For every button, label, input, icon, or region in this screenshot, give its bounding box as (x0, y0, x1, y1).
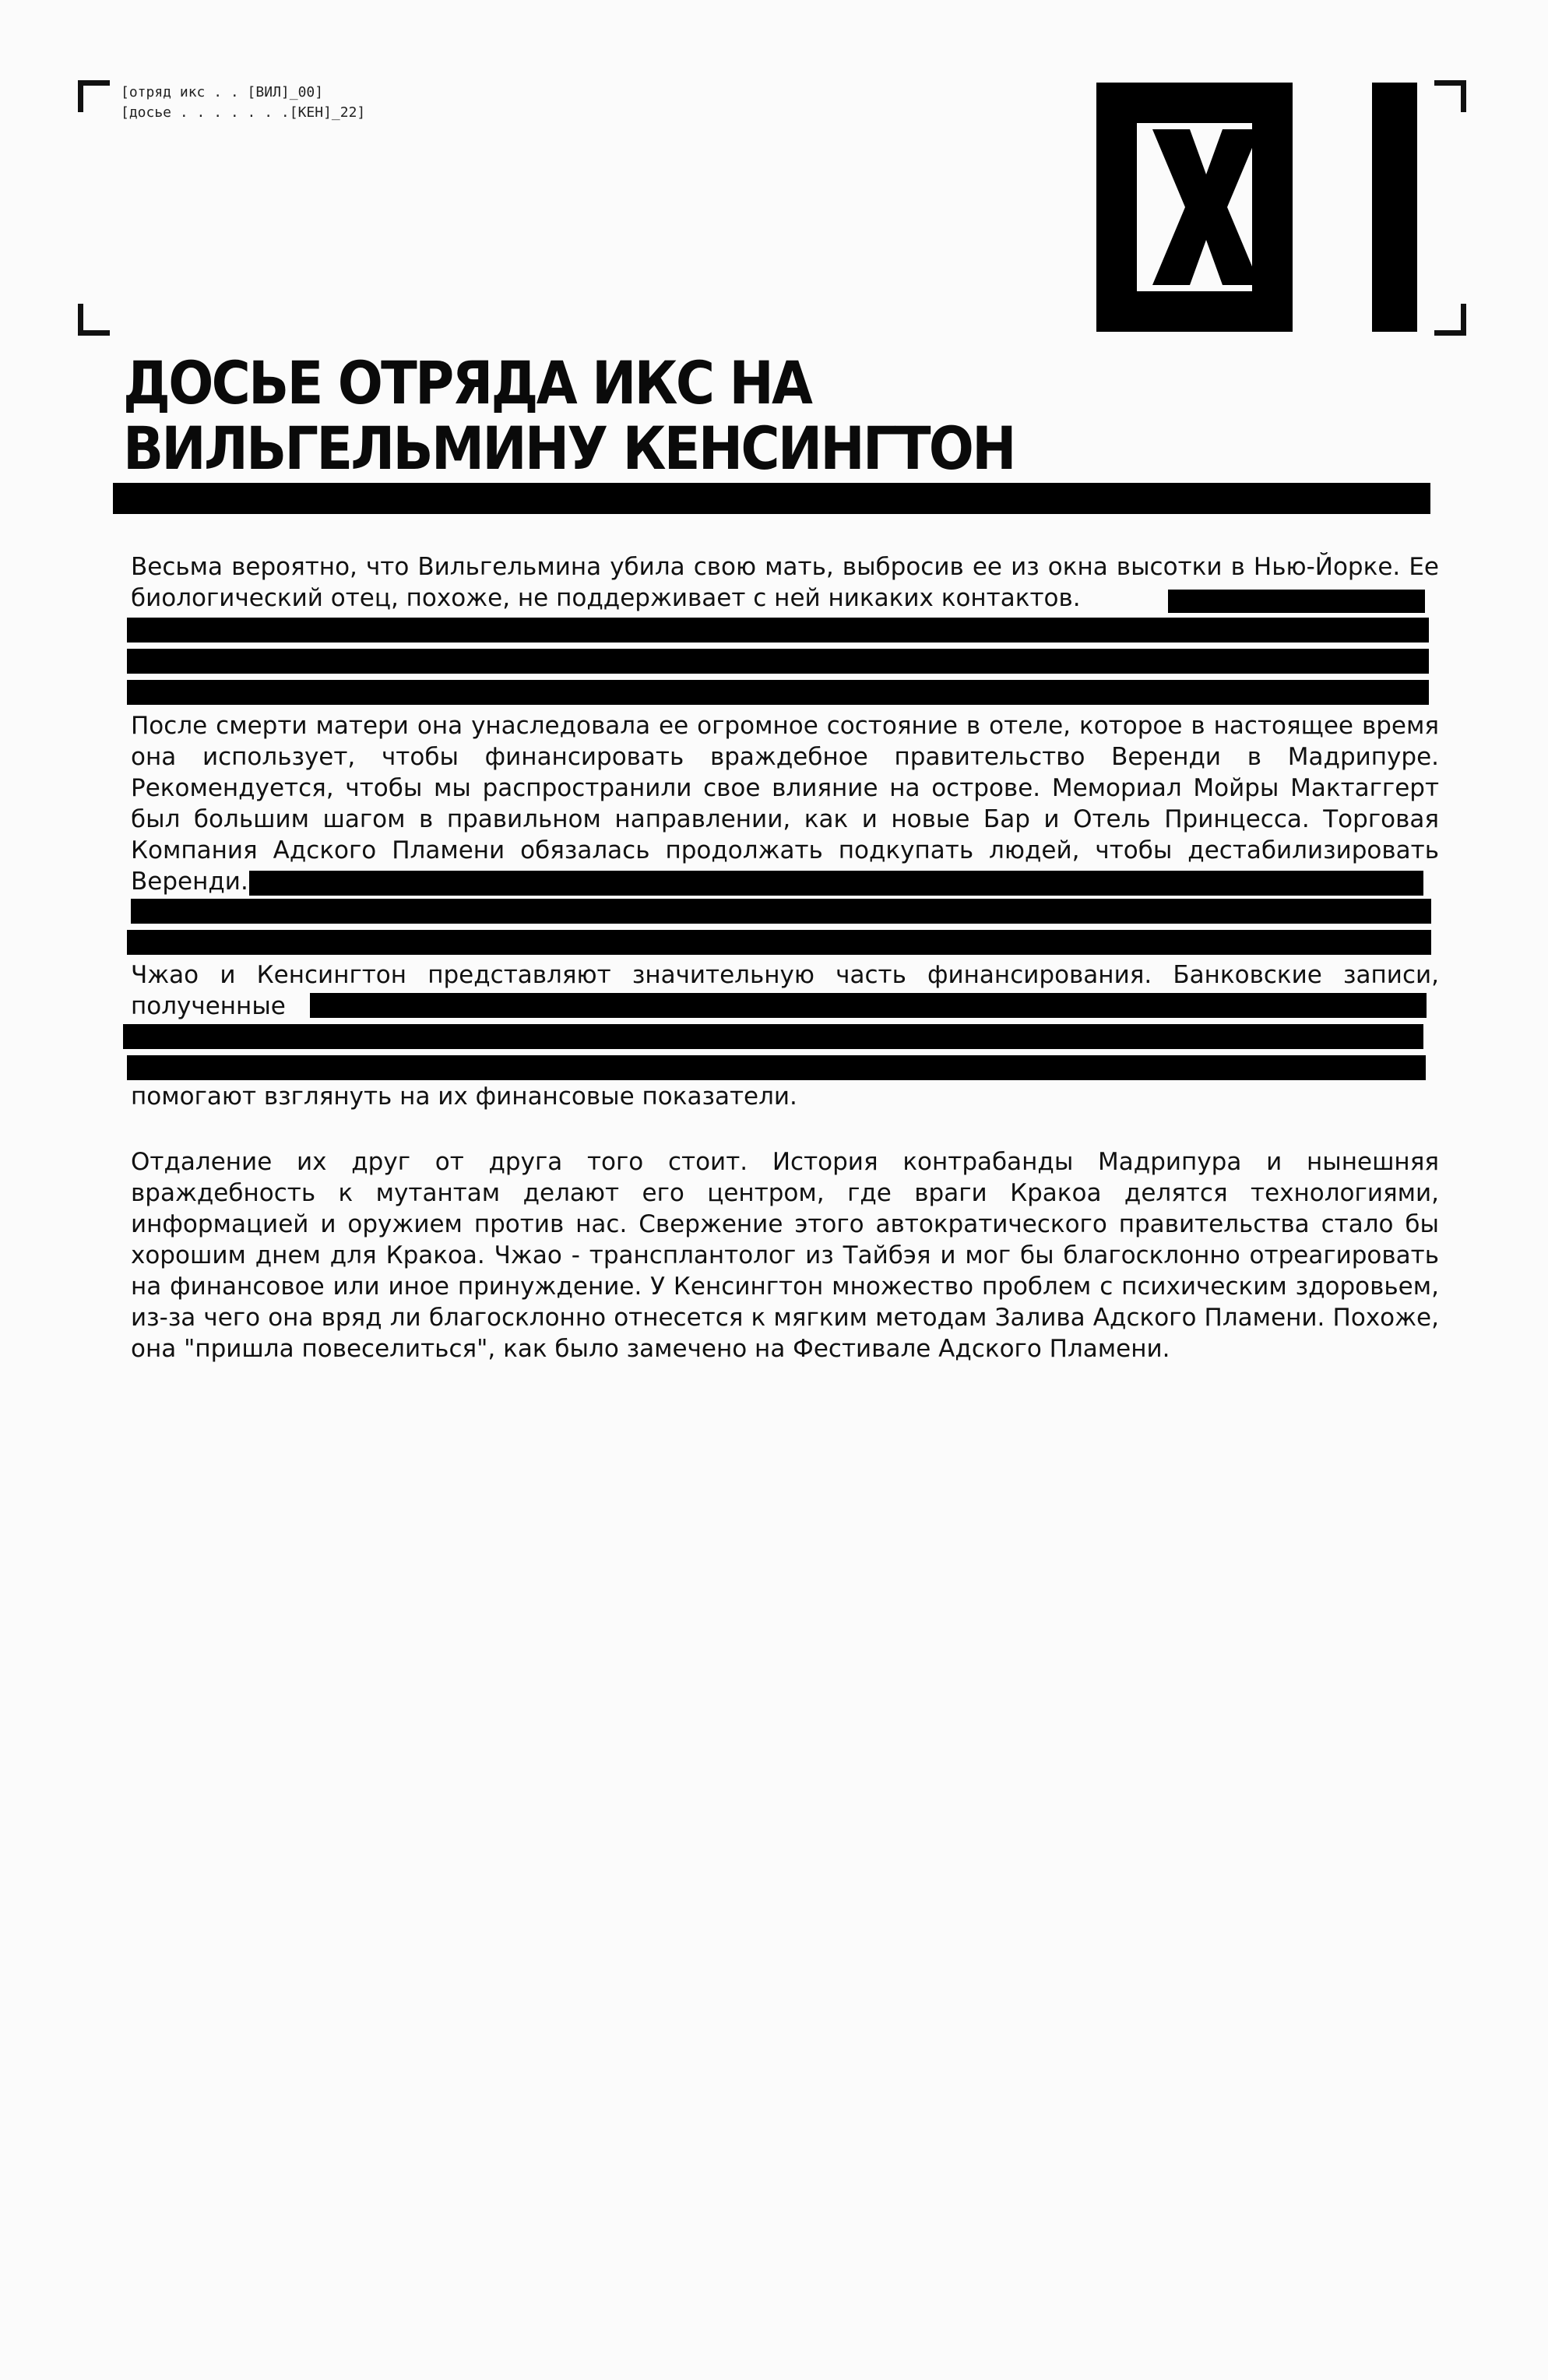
page-title (123, 350, 1015, 481)
frame-corner-bottom-left (78, 304, 110, 336)
x-logo-icon (1096, 83, 1417, 332)
frame-corner-top-right (1434, 80, 1466, 112)
page-title-line-2: ВИЛЬГЕЛЬМИНУ КЕНСИНГТОН (123, 414, 1015, 483)
redaction-bar (127, 930, 1431, 955)
file-code-line-2: [досье . . . . . . .[КЕН]_22] (121, 104, 366, 121)
file-code-line-1: [отряд икс . . [ВИЛ]_00] (121, 84, 324, 100)
redaction-bar (123, 1024, 1423, 1049)
paragraph-4: Отдаление их друг от друга того стоит. История контрабанды Мадрипура и нынешняя враждебность к мутантам делают его центром, где враги Кракоа делятся технологиями, информацией и оружием против нас. Свержение этого автократического правительства стало бы хорошим днем для Кракоа. Чжао - трансплантолог из Тайбэя и мог бы благосклонно отреагировать на финансовое или иное принуждение. У Кенсингтон множество проблем с психическим здоровьем, из-за чего она вряд ли благосклонно отнесется к мягким методам Залива Адского Пламени. Похоже, она "пришла повеселиться", как было замечено на Фестивале Адского Пламени. (131, 1148, 1439, 1363)
redaction-bar (127, 618, 1429, 643)
frame-corner-bottom-right (1434, 304, 1466, 336)
page-title-line-1: ДОСЬЕ ОТРЯДА ИКС НА (123, 348, 811, 417)
redaction-bar (1168, 590, 1425, 613)
redaction-bar (127, 1055, 1426, 1080)
frame-corner-top-left (78, 80, 110, 112)
paragraph-2: После смерти матери она унаследовала ее огромное состояние в отеле, которое в настоящее время она использует, чтобы финансировать враждебное правительство Веренди в Мадрипуре. Рекомендуется, чтобы мы распространили свое влияние на острове. Мемориал Мойры Мактаггерт был большим шагом в правильном направлении, как и новые Бар и Отель Принцесса. Торговая Компания Адского Пламени обязалась продолжать подкупать людей, чтобы дестабилизировать Веренди. (131, 712, 1439, 896)
title-redaction-bar (113, 483, 1430, 514)
redaction-bar (310, 993, 1427, 1018)
redaction-bar (249, 871, 1423, 896)
paragraph-3: Чжао и Кенсингтон представляют значительную часть финансирования. Банковские записи, полученные (131, 961, 1439, 1020)
redaction-bar (127, 649, 1429, 674)
redaction-bar (131, 899, 1431, 924)
paragraph-3-end: помогают взглянуть на их финансовые показатели. (131, 1083, 797, 1111)
file-code (121, 83, 365, 123)
paragraph-1: Весьма вероятно, что Вильгельмина убила свою мать, выбросив ее из окна высотки в Нью-Йорке. Ее биологический отец, похоже, не поддерживает с ней никаких контактов. (131, 553, 1439, 612)
redaction-bar (127, 680, 1429, 705)
